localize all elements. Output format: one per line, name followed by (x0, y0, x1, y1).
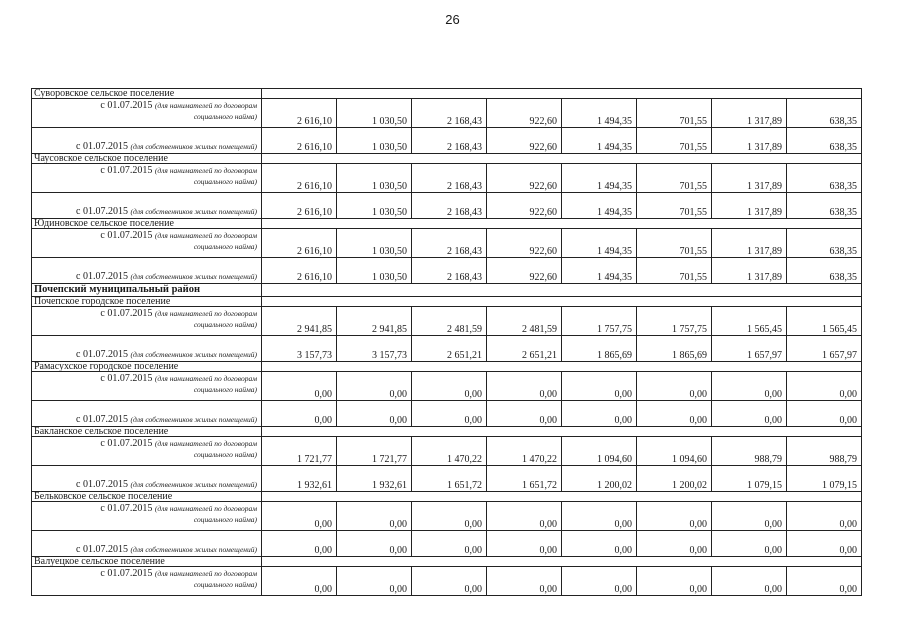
blank-cell (562, 219, 637, 229)
tenant-note: (для нанимателей по договорам (154, 504, 257, 513)
blank-cell (487, 492, 562, 502)
tenant-note-cont: социального найма) (193, 320, 257, 329)
blank-cell (337, 427, 412, 437)
tenant-note: (для нанимателей по договорам (154, 231, 257, 240)
tariff-value-cell: 0,00 (262, 502, 337, 531)
tariff-table (31, 88, 862, 596)
row-label (32, 164, 262, 193)
blank-cell (337, 284, 412, 297)
tariff-value-cell: 1 470,22 (487, 437, 562, 466)
tariff-value-cell: 1 565,45 (787, 307, 862, 336)
blank-cell (487, 427, 562, 437)
tariff-value-cell: 0,00 (337, 372, 412, 401)
date-prefix: с 01.07.2015 (100, 230, 153, 241)
owner-note: (для собственников жилых помещений) (130, 350, 257, 359)
tariff-value-cell: 0,00 (262, 372, 337, 401)
tariff-value-cell: 2 616,10 (262, 99, 337, 128)
tariff-value-cell: 0,00 (637, 531, 712, 557)
tariff-value-cell: 1 651,72 (412, 466, 487, 492)
tariff-value-cell: 988,79 (712, 437, 787, 466)
tenant-note-cont: социального найма) (193, 242, 257, 251)
blank-cell (262, 89, 337, 99)
tariff-value-cell: 2 168,43 (412, 164, 487, 193)
blank-cell (712, 154, 787, 164)
blank-cell (337, 557, 412, 567)
tenant-tariff-row (32, 164, 862, 193)
tariff-value-cell: 0,00 (487, 531, 562, 557)
tariff-value-cell: 1 932,61 (262, 466, 337, 492)
tariff-value-cell: 1 865,69 (562, 336, 637, 362)
tariff-value-cell: 1 030,50 (337, 164, 412, 193)
tariff-value-cell: 701,55 (637, 99, 712, 128)
tariff-value-cell: 0,00 (412, 531, 487, 557)
tariff-value-cell: 0,00 (262, 567, 337, 596)
tariff-value-cell: 0,00 (637, 567, 712, 596)
tariff-value-cell: 638,35 (787, 193, 862, 219)
tariff-value-cell: 2 168,43 (412, 99, 487, 128)
blank-cell (712, 89, 787, 99)
tariff-value-cell: 1 317,89 (712, 258, 787, 284)
tariff-value-cell: 1 317,89 (712, 128, 787, 154)
tariff-value-cell: 1 494,35 (562, 258, 637, 284)
settlement-name: Валуецкое сельское поселение (32, 557, 262, 567)
blank-cell (637, 154, 712, 164)
tariff-value-cell: 701,55 (637, 193, 712, 219)
tariff-value-cell: 922,60 (487, 229, 562, 258)
tariff-value-cell: 0,00 (787, 531, 862, 557)
blank-cell (487, 154, 562, 164)
tariff-value-cell: 2 651,21 (487, 336, 562, 362)
owner-note: (для собственников жилых помещений) (130, 272, 257, 281)
tenant-note-cont: социального найма) (193, 177, 257, 186)
tariff-value-cell: 1 094,60 (562, 437, 637, 466)
blank-cell (637, 362, 712, 372)
blank-cell (637, 219, 712, 229)
tariff-value-cell: 1 494,35 (562, 99, 637, 128)
tariff-value-cell: 922,60 (487, 258, 562, 284)
row-label (32, 401, 262, 427)
blank-cell (712, 492, 787, 502)
tariff-value-cell: 0,00 (487, 372, 562, 401)
tariff-value-cell: 0,00 (712, 531, 787, 557)
row-label (32, 437, 262, 466)
blank-cell (637, 492, 712, 502)
blank-cell (337, 154, 412, 164)
page-number: 26 (445, 12, 460, 27)
tariff-value-cell: 0,00 (712, 502, 787, 531)
tariff-value-cell: 2 481,59 (487, 307, 562, 336)
tariff-value-cell: 0,00 (787, 502, 862, 531)
tariff-value-cell: 1 317,89 (712, 229, 787, 258)
blank-cell (637, 284, 712, 297)
tariff-value-cell: 0,00 (412, 502, 487, 531)
blank-cell (712, 557, 787, 567)
tariff-value-cell: 0,00 (337, 531, 412, 557)
settlement-header-row (32, 427, 862, 437)
row-label (32, 336, 262, 362)
blank-cell (787, 427, 862, 437)
tariff-value-cell: 2 616,10 (262, 164, 337, 193)
tariff-value-cell: 3 157,73 (337, 336, 412, 362)
row-label (32, 372, 262, 401)
tenant-note-cont: социального найма) (193, 515, 257, 524)
row-label (32, 193, 262, 219)
blank-cell (412, 557, 487, 567)
tenant-note: (для нанимателей по договорам (154, 166, 257, 175)
tariff-value-cell: 0,00 (487, 502, 562, 531)
blank-cell (787, 154, 862, 164)
date-prefix: с 01.07.2015 (100, 100, 153, 111)
tenant-tariff-row (32, 372, 862, 401)
blank-cell (712, 362, 787, 372)
tariff-value-cell: 0,00 (787, 567, 862, 596)
blank-cell (412, 492, 487, 502)
district-header-row (32, 284, 862, 297)
date-prefix: с 01.07.2015 (76, 271, 128, 282)
owner-tariff-row (32, 193, 862, 219)
blank-cell (262, 284, 337, 297)
tariff-value-cell: 1 317,89 (712, 99, 787, 128)
blank-cell (262, 362, 337, 372)
blank-cell (412, 284, 487, 297)
settlement-name: Суворовское сельское поселение (32, 89, 262, 99)
tariff-value-cell: 638,35 (787, 128, 862, 154)
blank-cell (562, 362, 637, 372)
tariff-value-cell: 1 094,60 (637, 437, 712, 466)
blank-cell (637, 89, 712, 99)
settlement-header-row (32, 154, 862, 164)
date-prefix: с 01.07.2015 (100, 503, 153, 514)
tariff-value-cell: 2 168,43 (412, 258, 487, 284)
owner-tariff-row (32, 336, 862, 362)
tenant-note: (для нанимателей по договорам (154, 101, 257, 110)
blank-cell (262, 154, 337, 164)
owner-tariff-row (32, 531, 862, 557)
tariff-value-cell: 1 317,89 (712, 164, 787, 193)
row-label (32, 531, 262, 557)
tariff-value-cell: 1 721,77 (262, 437, 337, 466)
owner-tariff-row (32, 128, 862, 154)
date-prefix: с 01.07.2015 (100, 308, 153, 319)
blank-cell (562, 89, 637, 99)
blank-cell (487, 362, 562, 372)
settlement-name: Чаусовское сельское поселение (32, 154, 262, 164)
blank-cell (412, 89, 487, 99)
blank-cell (637, 427, 712, 437)
tariff-value-cell: 1 079,15 (712, 466, 787, 492)
settlement-name: Бельковское сельское поселение (32, 492, 262, 502)
tariff-value-cell: 0,00 (337, 567, 412, 596)
blank-cell (412, 297, 487, 307)
tariff-value-cell: 0,00 (562, 502, 637, 531)
tenant-note: (для нанимателей по договорам (154, 439, 257, 448)
tariff-value-cell: 922,60 (487, 164, 562, 193)
blank-cell (487, 219, 562, 229)
date-prefix: с 01.07.2015 (76, 414, 128, 425)
blank-cell (337, 219, 412, 229)
blank-cell (787, 89, 862, 99)
settlement-header-row (32, 89, 862, 99)
tariff-value-cell: 0,00 (562, 531, 637, 557)
tariff-value-cell: 1 470,22 (412, 437, 487, 466)
tenant-note-cont: социального найма) (193, 112, 257, 121)
tariff-value-cell: 1 757,75 (637, 307, 712, 336)
owner-tariff-row (32, 466, 862, 492)
tariff-value-cell: 0,00 (412, 401, 487, 427)
tariff-value-cell: 0,00 (262, 531, 337, 557)
tariff-value-cell: 1 030,50 (337, 229, 412, 258)
tenant-note-cont: социального найма) (193, 385, 257, 394)
tariff-value-cell: 0,00 (262, 401, 337, 427)
settlement-name: Юдиновское сельское поселение (32, 219, 262, 229)
tariff-value-cell: 701,55 (637, 128, 712, 154)
date-prefix: с 01.07.2015 (100, 438, 153, 449)
settlement-name: Рамасухское городское поселение (32, 362, 262, 372)
blank-cell (487, 297, 562, 307)
tenant-note-cont: социального найма) (193, 450, 257, 459)
blank-cell (562, 154, 637, 164)
settlement-header-row (32, 492, 862, 502)
owner-note: (для собственников жилых помещений) (130, 207, 257, 216)
tariff-value-cell: 2 941,85 (262, 307, 337, 336)
tariff-value-cell: 1 865,69 (637, 336, 712, 362)
owner-tariff-row (32, 258, 862, 284)
date-prefix: с 01.07.2015 (76, 141, 128, 152)
tariff-value-cell: 1 079,15 (787, 466, 862, 492)
owner-note: (для собственников жилых помещений) (130, 480, 257, 489)
owner-tariff-row (32, 401, 862, 427)
tariff-value-cell: 0,00 (562, 372, 637, 401)
tariff-value-cell: 1 651,72 (487, 466, 562, 492)
tariff-value-cell: 638,35 (787, 99, 862, 128)
blank-cell (337, 362, 412, 372)
tariff-value-cell: 0,00 (712, 567, 787, 596)
tariff-value-cell: 0,00 (487, 401, 562, 427)
blank-cell (337, 492, 412, 502)
tariff-value-cell: 0,00 (637, 502, 712, 531)
tariff-value-cell: 0,00 (412, 372, 487, 401)
date-prefix: с 01.07.2015 (76, 479, 128, 490)
blank-cell (262, 427, 337, 437)
tariff-value-cell: 701,55 (637, 229, 712, 258)
blank-cell (712, 297, 787, 307)
tariff-value-cell: 922,60 (487, 128, 562, 154)
tariff-value-cell: 1 200,02 (562, 466, 637, 492)
blank-cell (562, 557, 637, 567)
tariff-value-cell: 2 616,10 (262, 193, 337, 219)
tariff-value-cell: 0,00 (787, 372, 862, 401)
blank-cell (412, 362, 487, 372)
tariff-value-cell: 2 616,10 (262, 258, 337, 284)
table-body (32, 89, 862, 596)
tenant-note: (для нанимателей по договорам (154, 569, 257, 578)
tenant-tariff-row (32, 307, 862, 336)
tariff-value-cell: 1 030,50 (337, 128, 412, 154)
row-label (32, 128, 262, 154)
blank-cell (262, 297, 337, 307)
owner-note: (для собственников жилых помещений) (130, 142, 257, 151)
tariff-value-cell: 988,79 (787, 437, 862, 466)
settlement-header-row (32, 362, 862, 372)
blank-cell (262, 557, 337, 567)
tariff-value-cell: 1 494,35 (562, 229, 637, 258)
blank-cell (337, 297, 412, 307)
tariff-value-cell: 1 494,35 (562, 193, 637, 219)
blank-cell (412, 219, 487, 229)
row-label (32, 567, 262, 596)
tariff-value-cell: 3 157,73 (262, 336, 337, 362)
tariff-value-cell: 922,60 (487, 99, 562, 128)
blank-cell (562, 492, 637, 502)
blank-cell (337, 89, 412, 99)
tariff-value-cell: 0,00 (562, 567, 637, 596)
tariff-value-cell: 0,00 (562, 401, 637, 427)
date-prefix: с 01.07.2015 (100, 373, 153, 384)
tariff-value-cell: 2 616,10 (262, 229, 337, 258)
tenant-note: (для нанимателей по договорам (154, 309, 257, 318)
tariff-value-cell: 701,55 (637, 164, 712, 193)
tariff-value-cell: 701,55 (637, 258, 712, 284)
blank-cell (712, 219, 787, 229)
blank-cell (637, 297, 712, 307)
row-label (32, 258, 262, 284)
tariff-value-cell: 0,00 (412, 567, 487, 596)
blank-cell (487, 557, 562, 567)
tariff-value-cell: 2 616,10 (262, 128, 337, 154)
blank-cell (787, 557, 862, 567)
row-label (32, 466, 262, 492)
blank-cell (487, 89, 562, 99)
district-name: Почепский муниципальный район (32, 284, 262, 297)
blank-cell (787, 284, 862, 297)
tariff-value-cell: 0,00 (337, 502, 412, 531)
row-label (32, 502, 262, 531)
tenant-tariff-row (32, 502, 862, 531)
tariff-value-cell: 0,00 (712, 372, 787, 401)
blank-cell (787, 219, 862, 229)
tenant-note-cont: социального найма) (193, 580, 257, 589)
owner-note: (для собственников жилых помещений) (130, 415, 257, 424)
row-label (32, 229, 262, 258)
tariff-value-cell: 0,00 (787, 401, 862, 427)
tariff-value-cell: 638,35 (787, 164, 862, 193)
date-prefix: с 01.07.2015 (76, 349, 128, 360)
settlement-name: Почепское городское поселение (32, 297, 262, 307)
tariff-value-cell: 1 200,02 (637, 466, 712, 492)
settlement-header-row (32, 297, 862, 307)
settlement-name: Бакланское сельское поселение (32, 427, 262, 437)
tariff-value-cell: 1 317,89 (712, 193, 787, 219)
blank-cell (487, 284, 562, 297)
tariff-value-cell: 1 932,61 (337, 466, 412, 492)
tariff-value-cell: 2 941,85 (337, 307, 412, 336)
tariff-value-cell: 2 168,43 (412, 229, 487, 258)
tariff-value-cell: 0,00 (637, 401, 712, 427)
date-prefix: с 01.07.2015 (76, 544, 128, 555)
tariff-value-cell: 2 168,43 (412, 128, 487, 154)
blank-cell (787, 362, 862, 372)
tariff-value-cell: 0,00 (337, 401, 412, 427)
row-label (32, 307, 262, 336)
tariff-value-cell: 1 657,97 (787, 336, 862, 362)
tariff-value-cell: 638,35 (787, 229, 862, 258)
blank-cell (412, 154, 487, 164)
tariff-value-cell: 1 494,35 (562, 164, 637, 193)
tariff-value-cell: 1 565,45 (712, 307, 787, 336)
tariff-value-cell: 0,00 (487, 567, 562, 596)
date-prefix: с 01.07.2015 (100, 568, 153, 579)
row-label (32, 99, 262, 128)
tariff-value-cell: 0,00 (637, 372, 712, 401)
settlement-header-row (32, 219, 862, 229)
blank-cell (712, 284, 787, 297)
tenant-note: (для нанимателей по договорам (154, 374, 257, 383)
blank-cell (712, 427, 787, 437)
blank-cell (562, 297, 637, 307)
settlement-header-row (32, 557, 862, 567)
tariff-value-cell: 638,35 (787, 258, 862, 284)
blank-cell (787, 297, 862, 307)
tenant-tariff-row (32, 567, 862, 596)
tenant-tariff-row (32, 99, 862, 128)
blank-cell (787, 492, 862, 502)
tariff-value-cell: 0,00 (712, 401, 787, 427)
date-prefix: с 01.07.2015 (76, 206, 128, 217)
blank-cell (262, 492, 337, 502)
tariff-value-cell: 1 757,75 (562, 307, 637, 336)
tariff-value-cell: 1 030,50 (337, 99, 412, 128)
tariff-value-cell: 1 721,77 (337, 437, 412, 466)
tariff-value-cell: 1 657,97 (712, 336, 787, 362)
tariff-value-cell: 1 494,35 (562, 128, 637, 154)
owner-note: (для собственников жилых помещений) (130, 545, 257, 554)
date-prefix: с 01.07.2015 (100, 165, 153, 176)
tariff-value-cell: 2 168,43 (412, 193, 487, 219)
blank-cell (262, 219, 337, 229)
tenant-tariff-row (32, 229, 862, 258)
tariff-value-cell: 922,60 (487, 193, 562, 219)
blank-cell (562, 284, 637, 297)
tariff-value-cell: 1 030,50 (337, 193, 412, 219)
blank-cell (562, 427, 637, 437)
blank-cell (637, 557, 712, 567)
tenant-tariff-row (32, 437, 862, 466)
blank-cell (412, 427, 487, 437)
tariff-value-cell: 2 651,21 (412, 336, 487, 362)
tariff-value-cell: 2 481,59 (412, 307, 487, 336)
tariff-value-cell: 1 030,50 (337, 258, 412, 284)
